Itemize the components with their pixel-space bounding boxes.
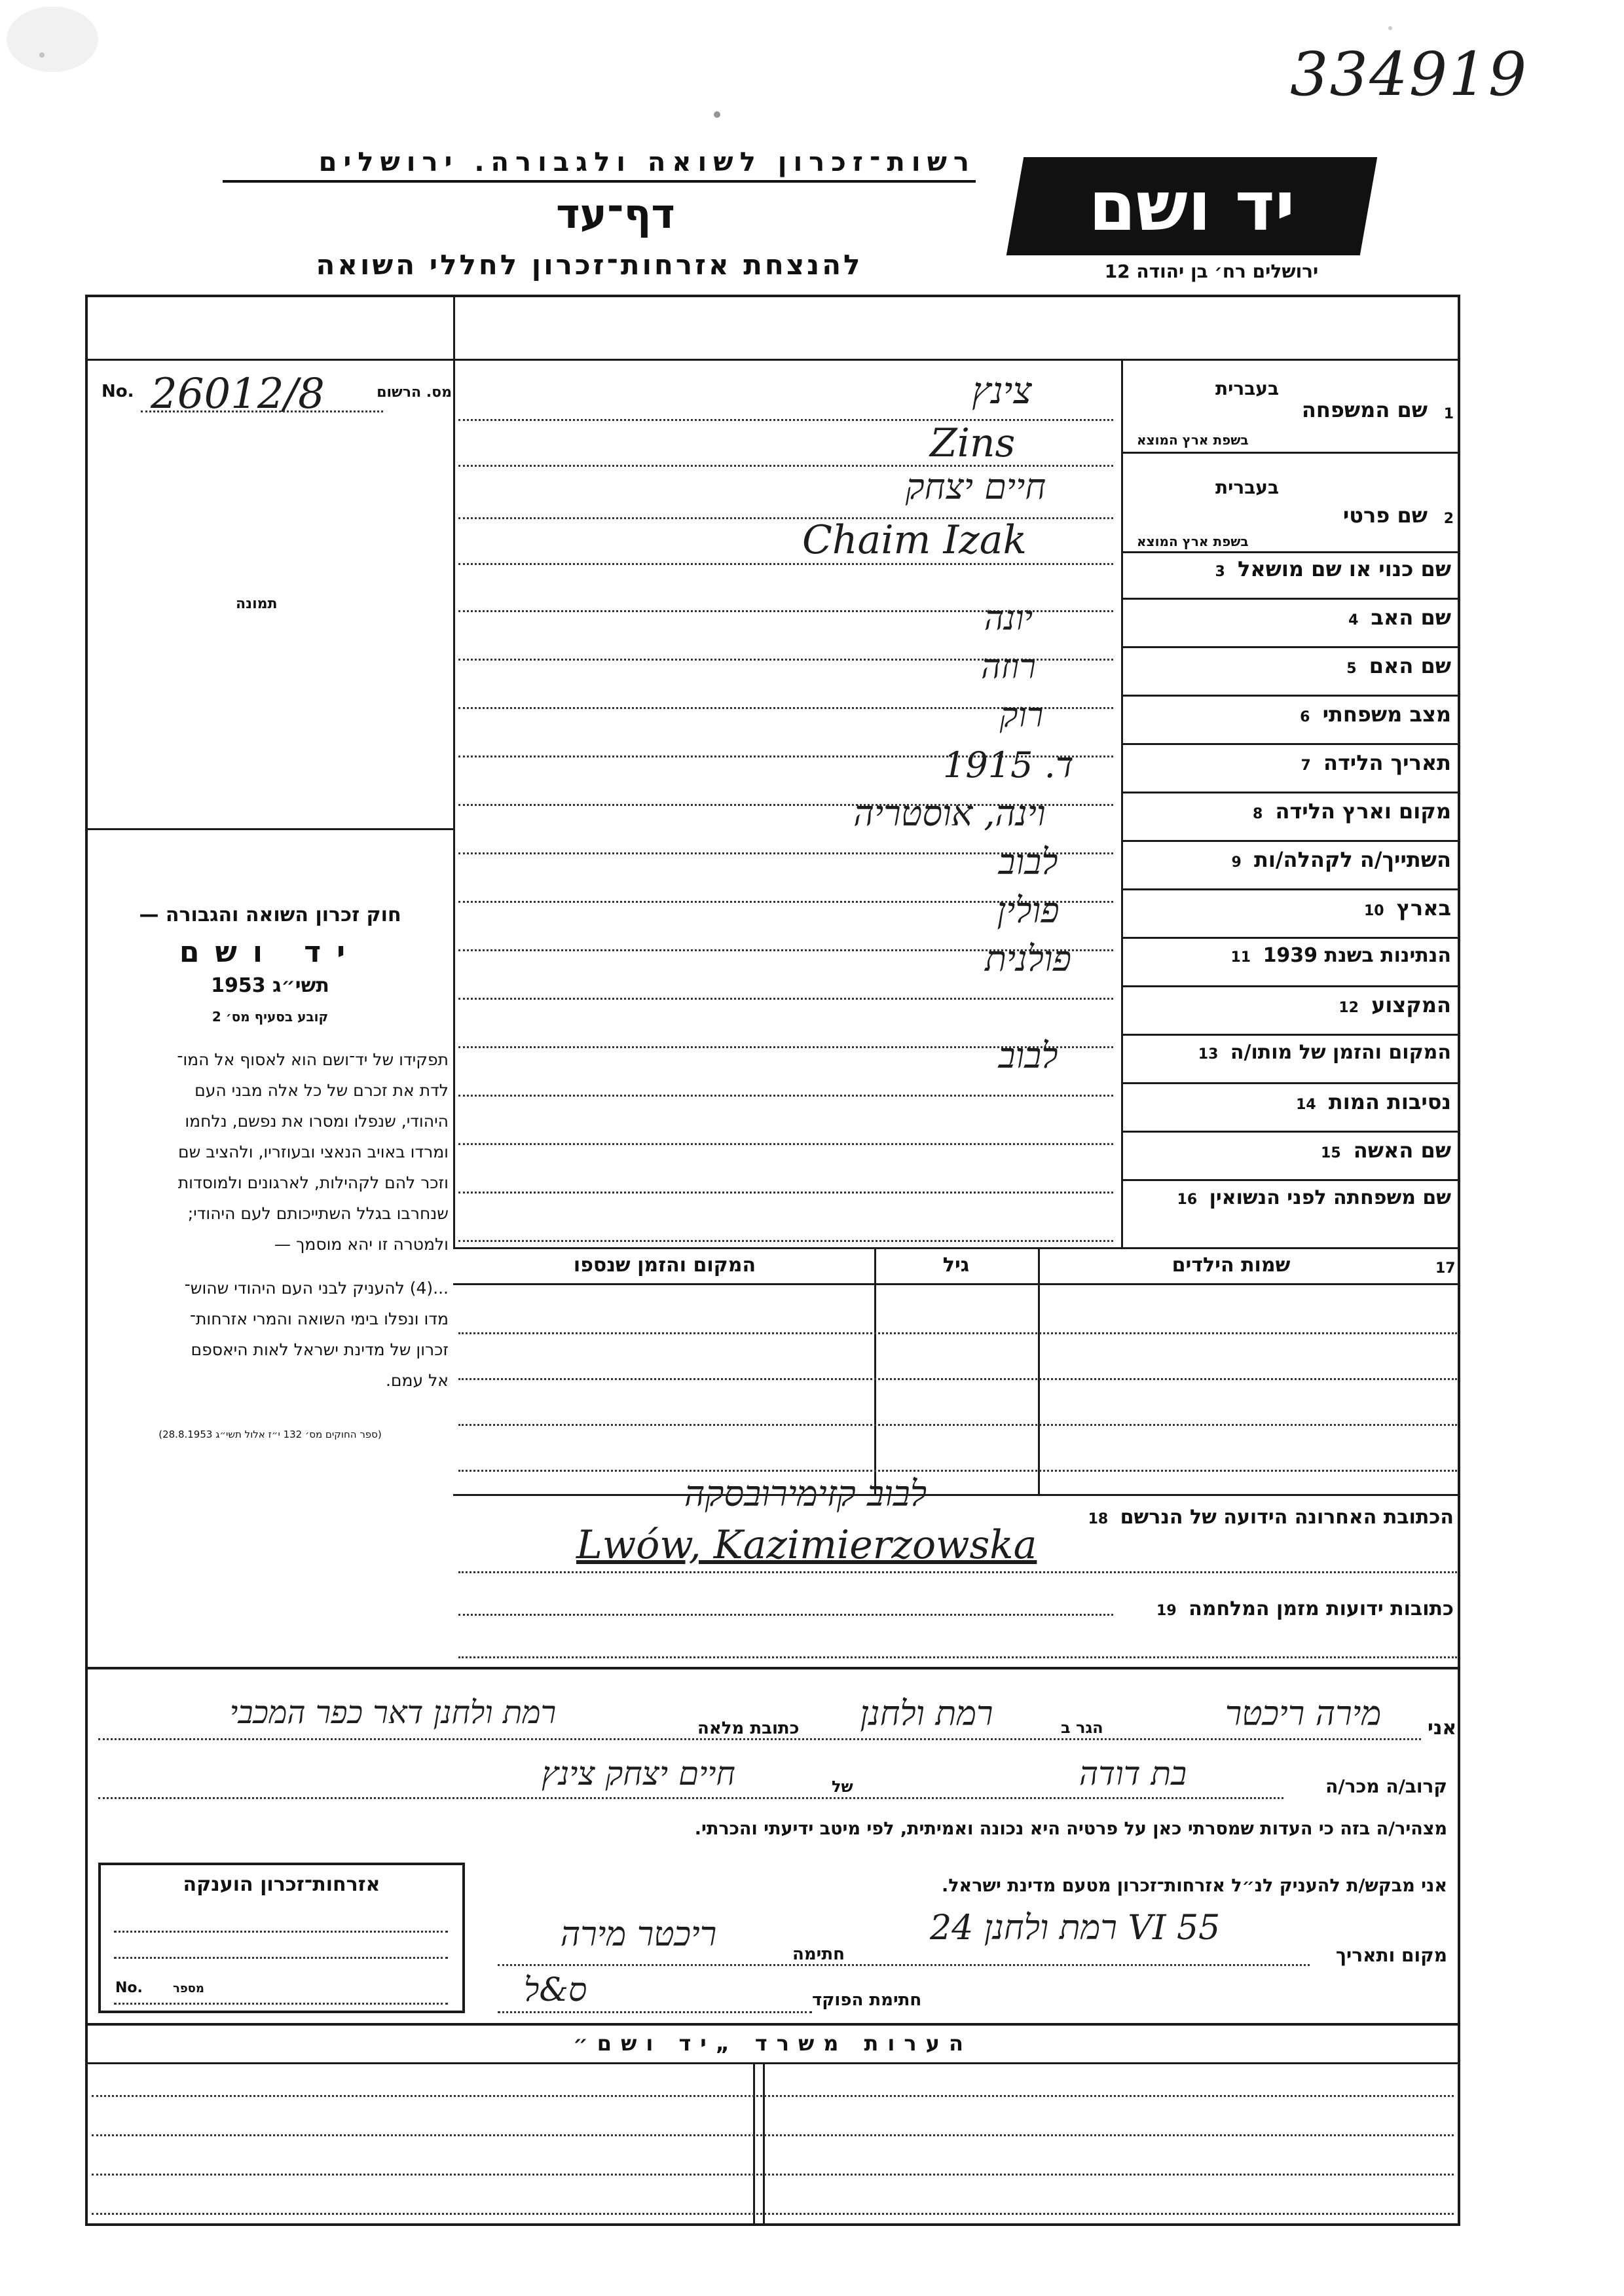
field-label: שם האם [1369, 653, 1451, 678]
decl-address-label: כתובת מלאה [697, 1719, 800, 1738]
remarks-title: הערות משרד „יד ושם״ [573, 2031, 972, 2056]
decl-signature-label: חתימה [792, 1944, 845, 1964]
field-number: 15 [1321, 1145, 1341, 1161]
citizenship-box [98, 1863, 465, 2013]
decl-ani: אני [1428, 1717, 1457, 1740]
field-label: שם פרטי [1342, 503, 1428, 528]
decl-resides-label: הגר ב [1061, 1719, 1103, 1737]
children-header-place: המקום והזמן שנספו [573, 1254, 756, 1277]
registration-number [95, 370, 452, 416]
field-number: 14 [1296, 1097, 1316, 1113]
field-label: שם האשה [1353, 1138, 1451, 1163]
field-label-9 [1124, 847, 1451, 872]
field-label-13 [1124, 1041, 1451, 1064]
field-label: המקצוע [1371, 993, 1451, 1017]
field-label: השתייך/ה לקהלה/ות [1253, 847, 1451, 872]
field-label: שם משפחתה לפני הנשואין [1209, 1186, 1451, 1209]
field-sublabel: בשפת ארץ המוצא [1137, 534, 1249, 549]
last-address-local: Lwów, Kazimierzowska [576, 1522, 1037, 1568]
officer-signature-mark: ס&ל [524, 1971, 587, 2009]
law-line: ולמטרה זו יהא מוסמך — [274, 1235, 449, 1254]
field-number: 10 [1364, 903, 1384, 919]
decl-of-label: של [832, 1777, 853, 1796]
first-name-local: Chaim Izak [802, 517, 1027, 563]
field-number: 8 [1253, 806, 1263, 822]
address: ירושלים רח׳ בן יהודה 12 [1104, 261, 1319, 282]
field-number: 19 [1156, 1603, 1177, 1619]
law-name: יד ושם [179, 936, 361, 969]
children-header-age: גיל [942, 1254, 970, 1277]
law-year: תשי״ג 1953 [211, 974, 329, 997]
family-name-hebrew: צינץ [972, 370, 1032, 412]
field-label: שם המשפחה [1301, 397, 1428, 422]
field-number: 6 [1300, 709, 1310, 725]
declarant-address: רמת ולחנן דאר כפר המכבי [229, 1694, 557, 1731]
field-label: תאריך הלידה [1323, 750, 1451, 775]
field-label-10 [1124, 896, 1451, 920]
law-clause: קובע בסעיף מס׳ 2 [212, 1009, 329, 1025]
field-label: שם האב [1371, 605, 1451, 630]
field-label-7 [1124, 750, 1451, 775]
field-sublabel: בעברית [1215, 378, 1280, 399]
field-number: 16 [1177, 1192, 1198, 1208]
law-source: (ספר החוקים מס׳ 132 י״ז אלול תשי״ג 28.8.1953) [158, 1429, 382, 1440]
decl-place-date-label: מקום ותאריך [1335, 1944, 1447, 1966]
field-label-3 [1124, 556, 1451, 581]
decl-relation-label: קרוב/ה מכר/ה [1325, 1776, 1447, 1797]
law-line: אל עמם. [385, 1371, 449, 1390]
last-address-label [1022, 1506, 1454, 1529]
field-number: 9 [1231, 854, 1242, 871]
field-label: הכתובת האחרונה הידועה של הנרשם [1120, 1506, 1454, 1529]
law-line: ...(4) להעניק לבני העם היהודי שהוש־ [184, 1279, 449, 1298]
citizenship-number-label: מספר [173, 1982, 204, 1995]
field-label-12 [1124, 993, 1451, 1017]
field-number: 11 [1230, 949, 1251, 966]
family-name-local: Zins [930, 420, 1016, 466]
field-label-4 [1124, 605, 1451, 630]
field-label-16 [1124, 1186, 1451, 1209]
field-label: נסיבות המות [1328, 1089, 1451, 1114]
children-field-number: 17 [1435, 1260, 1456, 1277]
law-line: שנחרבו בגלל השתייכותם לעם היהודי; [187, 1204, 449, 1223]
children-header-names: שמות הילדים [1172, 1254, 1291, 1277]
field-label: הנתינות בשנת 1939 [1263, 944, 1451, 967]
field-label: מקום וארץ הלידה [1275, 799, 1451, 824]
law-line: זכרון של מדינת ישראל לאות היאספם [191, 1340, 449, 1359]
field-number: 3 [1215, 564, 1225, 580]
field-number: 5 [1346, 661, 1357, 677]
birth-date-value: 1915 .ד [943, 744, 1074, 786]
death-place-value: לבוב [998, 1035, 1058, 1076]
declarant-residence: רמת ולחנן [860, 1694, 993, 1734]
officer-signature-label: חתימת הפוקד [812, 1990, 922, 2010]
declarant-relation: בת דודה [1079, 1755, 1187, 1793]
law-line: היהודי, שנפלו ומסרו את נפשם, נלחמו [185, 1112, 449, 1131]
form-subtitle: להנצחת אזרחות־זכרון לחללי השואה [316, 249, 863, 281]
field-first-name [1124, 458, 1454, 550]
registration-no-label: No. [101, 382, 134, 401]
law-line: וזכר להם לקהילות, לארגונים ולמוסדות [177, 1173, 449, 1192]
citizenship-title: אזרחות־זכרון הוענקה [183, 1873, 380, 1896]
law-line: מדו ונפלו בימי השואה והמרי אזרחות־ [189, 1309, 449, 1328]
community-value: לבוב [998, 841, 1058, 883]
country-value: פולין [997, 890, 1060, 931]
law-line: תפקידו של יד־ושם הוא לאסוף אל המו־ [177, 1050, 449, 1069]
decl-place-date: רמת ולחנן 24 VI 55 [930, 1908, 1221, 1948]
field-label-11 [1124, 944, 1451, 967]
law-line: לדת את זכרם של כל אלה מבני העם [194, 1081, 449, 1100]
wartime-address-label [1022, 1597, 1454, 1620]
field-label: מצב משפחתי [1322, 702, 1451, 727]
field-label-14 [1124, 1089, 1451, 1114]
decl-request: אני מבקש/ת להעניק לנ״ל אזרחות־זכרון מטעם מדינת ישראל. [941, 1876, 1447, 1896]
father-name-value: יונה [984, 599, 1033, 638]
field-number: 7 [1301, 757, 1311, 774]
citizenship-value: פולנית [984, 938, 1072, 979]
field-label: כתובות ידועות מזמן המלחמה [1189, 1597, 1454, 1620]
field-number: 18 [1088, 1511, 1109, 1527]
decl-statement: מצהיר/ה בזה כי העדות שמסרתי כאן על פרטיה היא נכונה ואמיתית, לפי מיטב ידיעתי והכרתי. [694, 1819, 1447, 1839]
field-number: 13 [1198, 1046, 1219, 1063]
victim-name: חיים יצחק צינץ [541, 1755, 736, 1793]
law-box [92, 903, 449, 1440]
citizenship-no-label: No. [115, 1980, 143, 1996]
family-status-value: רוק [999, 696, 1044, 735]
declarant-signature: ריכטר מירה [560, 1915, 717, 1954]
field-sublabel: בשפת ארץ המוצא [1137, 432, 1249, 448]
form-title: דף־עד [556, 190, 675, 238]
authority-name: רשות־זכרון לשואה ולגבורה. ירושלים [223, 147, 976, 183]
field-label-6 [1124, 702, 1451, 727]
yad-vashem-logo [1006, 157, 1377, 255]
last-address-hebrew: לבוב קזימירובסקה [684, 1473, 927, 1514]
mother-name-value: רוזה [981, 647, 1036, 687]
logo-text: יד ושם [1088, 166, 1295, 246]
law-line: ומרדו באויב הנאצי ובעוזריו, ולהציב שם [178, 1142, 449, 1161]
photo-label: תמונה [236, 596, 278, 612]
first-name-hebrew: חיים יצחק [905, 466, 1046, 507]
field-label-5 [1124, 653, 1451, 678]
field-label: המקום והזמן של מותו/ה [1230, 1041, 1451, 1064]
field-label: שם כנוי או שם מושאל [1237, 556, 1451, 581]
declarant-name: מירה ריכטר [1225, 1694, 1382, 1734]
field-number: 12 [1338, 1000, 1359, 1016]
registration-number-value: 26012/8 [151, 370, 325, 418]
field-sublabel: בעברית [1215, 477, 1280, 498]
field-label: בארץ [1396, 896, 1451, 920]
field-label-15 [1124, 1138, 1451, 1163]
registration-label: מס. הרשום [377, 384, 452, 401]
field-number: 4 [1348, 612, 1359, 629]
archive-number: 334919 [1290, 39, 1528, 109]
birth-place-value: וינה, אוסטריה [853, 793, 1046, 834]
law-title: חוק זכרון השואה והגבורה — [139, 903, 401, 926]
field-number: 1 [1443, 406, 1454, 422]
field-label-8 [1124, 799, 1451, 824]
field-family-name [1124, 363, 1454, 452]
field-number: 2 [1443, 511, 1454, 527]
